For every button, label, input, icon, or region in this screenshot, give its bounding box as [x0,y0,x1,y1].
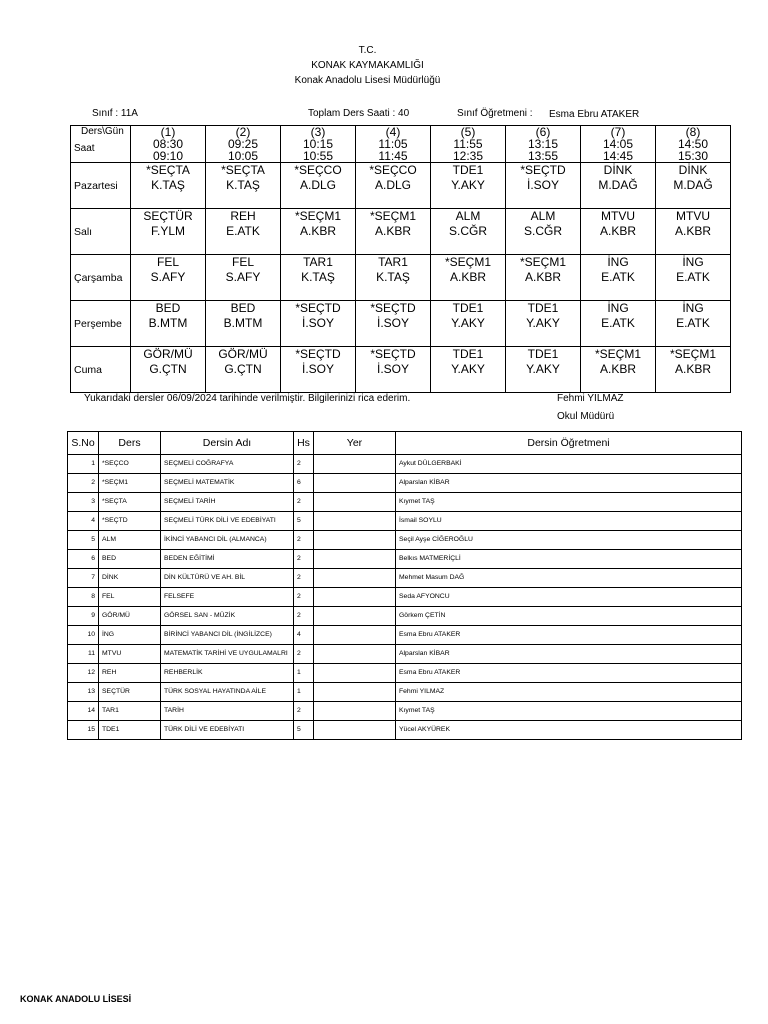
lesson-code: GÖR/MÜ [143,347,193,361]
course-row [68,645,742,664]
course-teacher: Seçil Ayşe CİĞEROĞLU [396,531,742,550]
lesson-cell [206,255,281,301]
day-row [71,347,731,393]
lesson-cell [506,163,581,209]
day-row [71,163,731,209]
corner-label: Ders\Gün [81,126,124,137]
course-hours: 2 [294,493,314,512]
lesson-teacher: A.KBR [299,224,336,238]
course-hours: 2 [294,607,314,626]
course-number: 15 [68,721,99,740]
period-start: 10:15 [302,137,334,151]
lesson-code: *SEÇM1 [444,255,491,269]
lesson-code: İNG [682,255,704,269]
lesson-teacher: İ.SOY [376,362,409,376]
course-row [68,607,742,626]
course-name: BİRİNCİ YABANCI DİL (İNGİLİZCE) [161,626,294,645]
lesson-teacher: K.TAŞ [151,178,185,192]
lesson-cell [656,163,731,209]
course-row [68,683,742,702]
lesson-teacher: A.KBR [599,224,636,238]
lesson-cell [656,301,731,347]
lesson-cell [356,301,431,347]
period-start: 11:05 [378,137,408,151]
course-name: SEÇMELİ TARİH [161,493,294,512]
course-room [314,721,396,740]
lesson-teacher: İ.SOY [301,316,334,330]
principal-title: Okul Müdürü [557,411,615,422]
lesson-cell [206,163,281,209]
lesson-teacher: F.YLM [150,224,185,238]
course-code: *SEÇM1 [99,474,161,493]
course-room [314,664,396,683]
lesson-code: BED [155,301,181,315]
lesson-code: *SEÇTD [520,163,566,177]
lesson-cell [656,209,731,255]
lesson-cell [356,209,431,255]
period-header [206,126,281,163]
course-room [314,626,396,645]
period-number: (1) [160,125,176,139]
lesson-code: MTVU [601,209,635,223]
course-name: FELSEFE [161,588,294,607]
course-code: DİNK [99,569,161,588]
header-tc: T.C. [358,45,377,56]
lesson-code: GÖR/MÜ [218,347,268,361]
lesson-cell [281,347,356,393]
lesson-teacher: E.ATK [601,316,635,330]
course-hours: 6 [294,474,314,493]
lesson-cell [581,255,656,301]
course-teacher: Seda AFYONCU [396,588,742,607]
day-name: Perşembe [71,301,131,347]
course-row [68,550,742,569]
course-room [314,531,396,550]
course-room [314,645,396,664]
col-hs-header: Hs [294,432,314,455]
lesson-cell [581,163,656,209]
period-header-row [71,126,731,163]
lesson-teacher: A.KBR [524,270,561,284]
course-name: SEÇMELİ COĞRAFYA [161,455,294,474]
lesson-teacher: A.KBR [374,224,411,238]
course-room [314,493,396,512]
course-teacher: İsmail SOYLU [396,512,742,531]
course-number: 10 [68,626,99,645]
lesson-code: ALM [455,209,481,223]
lesson-cell [131,301,206,347]
period-start: 14:05 [602,137,634,151]
lesson-code: *SEÇCO [369,163,417,177]
course-number: 1 [68,455,99,474]
period-end: 15:30 [677,149,709,163]
course-name: GÖRSEL SAN - MÜZİK [161,607,294,626]
course-row [68,474,742,493]
lesson-cell [356,163,431,209]
col-ogretmen-header: Dersin Öğretmeni [396,432,742,455]
course-hours: 5 [294,512,314,531]
lesson-teacher: A.DLG [374,178,411,192]
course-teacher: Esma Ebru ATAKER [396,664,742,683]
lesson-cell [131,209,206,255]
course-number: 2 [68,474,99,493]
period-end: 14:45 [602,149,634,163]
lesson-code: *SEÇTD [295,347,341,361]
course-teacher: Alparslan KİBAR [396,474,742,493]
col-ders-header: Ders [99,432,161,455]
lesson-cell [581,209,656,255]
course-row [68,626,742,645]
period-start: 14:50 [677,137,709,151]
lesson-code: FEL [231,255,254,269]
course-code: MTVU [99,645,161,664]
course-hours: 5 [294,721,314,740]
lesson-teacher: Y.AKY [451,316,485,330]
period-end: 13:55 [527,149,559,163]
day-row [71,255,731,301]
period-end: 09:10 [152,149,184,163]
lesson-code: *SEÇTD [370,301,416,315]
course-room [314,550,396,569]
period-end: 10:05 [227,149,259,163]
lesson-teacher: S.CĞR [523,224,562,238]
lesson-code: TDE1 [452,163,484,177]
lesson-cell [431,163,506,209]
course-number: 4 [68,512,99,531]
course-teacher: Kıymet TAŞ [396,702,742,721]
course-hours: 4 [294,626,314,645]
course-hours: 1 [294,683,314,702]
class-teacher-name: Esma Ebru ATAKER [549,109,640,120]
lesson-teacher: İ.SOY [376,316,409,330]
period-end: 10:55 [302,149,334,163]
lesson-cell [206,347,281,393]
course-row [68,531,742,550]
course-teacher: Esma Ebru ATAKER [396,626,742,645]
lesson-code: *SEÇTD [370,347,416,361]
lesson-code: DİNK [603,163,633,177]
day-name: Çarşamba [71,255,131,301]
period-number: (3) [310,125,326,139]
course-room [314,569,396,588]
course-teacher: Yücel AKYÜREK [396,721,742,740]
period-number: (8) [685,125,701,139]
lesson-code: *SEÇTD [295,301,341,315]
period-header [656,126,731,163]
course-number: 8 [68,588,99,607]
course-name: TÜRK SOSYAL HAYATINDA AİLE [161,683,294,702]
lesson-cell [131,163,206,209]
period-end: 11:45 [378,149,408,163]
course-row [68,455,742,474]
course-code: *SEÇCO [99,455,161,474]
lesson-cell [281,209,356,255]
principal-name: Fehmi YILMAZ [557,393,624,404]
course-hours: 2 [294,455,314,474]
lesson-cell [506,209,581,255]
lesson-cell [206,301,281,347]
period-number: (4) [385,125,401,139]
course-code: FEL [99,588,161,607]
lesson-code: FEL [156,255,179,269]
course-row [68,569,742,588]
period-header [506,126,581,163]
lesson-teacher: E.ATK [601,270,635,284]
course-teacher: Aykut DÜLGERBAKİ [396,455,742,474]
col-yer-header: Yer [314,432,396,455]
lesson-code: *SEÇM1 [594,347,641,361]
lesson-teacher: E.ATK [226,224,260,238]
course-code: *SEÇTD [99,512,161,531]
period-start: 08:30 [152,137,184,151]
period-header [431,126,506,163]
lesson-teacher: Y.AKY [526,316,560,330]
lesson-code: MTVU [676,209,710,223]
lesson-teacher: E.ATK [676,316,710,330]
lesson-teacher: E.ATK [676,270,710,284]
period-number: (5) [460,125,476,139]
course-row [68,588,742,607]
footer-school-name: KONAK ANADOLU LİSESİ [20,994,132,1004]
period-start: 09:25 [227,137,259,151]
lesson-cell [431,255,506,301]
lesson-code: *SEÇTA [221,163,265,177]
lesson-teacher: A.KBR [599,362,636,376]
course-list-table [67,431,742,740]
course-room [314,702,396,721]
course-name: İKİNCİ YABANCI DİL (ALMANCA) [161,531,294,550]
period-header [131,126,206,163]
lesson-teacher: A.KBR [674,224,711,238]
lesson-cell [131,347,206,393]
course-hours: 2 [294,569,314,588]
lesson-code: İNG [607,301,629,315]
period-start: 11:55 [453,137,483,151]
lesson-teacher: A.DLG [299,178,336,192]
lesson-cell [431,209,506,255]
period-header [581,126,656,163]
lesson-cell [656,255,731,301]
lesson-teacher: İ.SOY [301,362,334,376]
lesson-cell [506,255,581,301]
day-row [71,301,731,347]
lesson-code: *SEÇM1 [294,209,341,223]
course-row [68,493,742,512]
course-number: 14 [68,702,99,721]
lesson-teacher: B.MTM [223,316,263,330]
period-number: (7) [610,125,626,139]
lesson-code: TAR1 [378,255,408,269]
course-teacher: Görkem ÇETİN [396,607,742,626]
course-name: MATEMATİK TARİHİ VE UYGULAMALRI [161,645,294,664]
course-room [314,455,396,474]
course-room [314,474,396,493]
lesson-teacher: B.MTM [148,316,188,330]
lesson-teacher: İ.SOY [526,178,559,192]
lesson-cell [431,347,506,393]
class-label: Sınıf : 11A [92,108,138,119]
course-room [314,683,396,702]
course-hours: 2 [294,645,314,664]
period-header [356,126,431,163]
course-code: İNG [99,626,161,645]
lesson-teacher: S.CĞR [448,224,487,238]
lesson-code: TAR1 [303,255,333,269]
course-code: *SEÇTA [99,493,161,512]
course-room [314,512,396,531]
timetable [70,125,731,393]
lesson-cell [356,255,431,301]
lesson-code: *SEÇM1 [369,209,416,223]
lesson-code: DİNK [678,163,708,177]
lesson-teacher: Y.AKY [451,178,485,192]
lesson-cell [281,301,356,347]
period-start: 13:15 [527,137,559,151]
course-name: DİN KÜLTÜRÜ VE AH. BİL [161,569,294,588]
lesson-teacher: A.KBR [449,270,486,284]
course-row [68,702,742,721]
total-hours-label: Toplam Ders Saati : 40 [308,108,410,119]
day-name: Salı [71,209,131,255]
lesson-code: TDE1 [452,347,484,361]
course-code: TDE1 [99,721,161,740]
lesson-cell [131,255,206,301]
lesson-teacher: G.ÇTN [224,362,262,376]
lesson-teacher: S.AFY [225,270,261,284]
lesson-teacher: S.AFY [150,270,186,284]
course-code: ALM [99,531,161,550]
header-kaymakamlik: KONAK KAYMAKAMLIĞI [311,60,424,71]
lesson-code: *SEÇM1 [669,347,716,361]
lesson-cell [581,347,656,393]
schedule-note: Yukarıdaki dersler 06/09/2024 tarihinde verilmiştir. Bilgilerinizi rica ederim. [84,393,411,404]
course-name: BEDEN EĞİTİMİ [161,550,294,569]
day-row [71,209,731,255]
corner-cell [71,126,131,163]
lesson-teacher: K.TAŞ [376,270,410,284]
period-number: (2) [235,125,251,139]
course-name: REHBERLİK [161,664,294,683]
header-school: Konak Anadolu Lisesi Müdürlüğü [294,75,441,86]
lesson-cell [206,209,281,255]
lesson-cell [281,255,356,301]
course-number: 11 [68,645,99,664]
lesson-code: İNG [682,301,704,315]
lesson-cell [356,347,431,393]
lesson-code: TDE1 [452,301,484,315]
course-hours: 2 [294,702,314,721]
course-name: TÜRK DİLİ VE EDEBİYATI [161,721,294,740]
lesson-teacher: Y.AKY [451,362,485,376]
lesson-code: BED [230,301,256,315]
lesson-code: *SEÇCO [294,163,342,177]
course-hours: 2 [294,550,314,569]
lesson-cell [281,163,356,209]
lesson-code: TDE1 [527,347,559,361]
day-name: Cuma [71,347,131,393]
lesson-teacher: Y.AKY [526,362,560,376]
lesson-code: TDE1 [527,301,559,315]
lesson-teacher: K.TAŞ [301,270,335,284]
lesson-cell [506,347,581,393]
period-end: 12:35 [452,149,484,163]
period-header [281,126,356,163]
course-code: REH [99,664,161,683]
course-teacher: Alparslan KİBAR [396,645,742,664]
col-sno-header: S.No [68,432,99,455]
course-number: 5 [68,531,99,550]
class-teacher-label: Sınıf Öğretmeni : [457,108,533,119]
period-number: (6) [535,125,551,139]
course-teacher: Fehmi YILMAZ [396,683,742,702]
course-row [68,664,742,683]
course-teacher: Kıymet TAŞ [396,493,742,512]
course-teacher: Mehmet Masum DAĞ [396,569,742,588]
course-number: 13 [68,683,99,702]
lesson-teacher: G.ÇTN [149,362,187,376]
course-hours: 2 [294,588,314,607]
lesson-teacher: M.DAĞ [673,178,713,192]
course-row [68,512,742,531]
saat-label: Saat [74,143,95,154]
lesson-cell [506,301,581,347]
lesson-teacher: A.KBR [674,362,711,376]
lesson-teacher: M.DAĞ [598,178,638,192]
course-name: TARİH [161,702,294,721]
course-name: SEÇMELİ TÜRK DİLİ VE EDEBİYATI [161,512,294,531]
course-number: 3 [68,493,99,512]
course-code: SEÇTÜR [99,683,161,702]
course-number: 12 [68,664,99,683]
course-room [314,588,396,607]
course-teacher: Belkıs MATMERİÇLİ [396,550,742,569]
lesson-teacher: K.TAŞ [226,178,260,192]
course-number: 6 [68,550,99,569]
lesson-cell [581,301,656,347]
course-code: GÖR/MÜ [99,607,161,626]
lesson-code: REH [230,209,256,223]
lesson-cell [431,301,506,347]
course-hours: 2 [294,531,314,550]
lesson-code: SEÇTÜR [143,209,193,223]
course-row [68,721,742,740]
course-code: TAR1 [99,702,161,721]
course-code: BED [99,550,161,569]
lesson-cell [656,347,731,393]
lesson-code: İNG [607,255,629,269]
lesson-code: ALM [530,209,556,223]
lesson-code: *SEÇTA [146,163,190,177]
course-number: 9 [68,607,99,626]
course-number: 7 [68,569,99,588]
lesson-code: *SEÇM1 [519,255,566,269]
course-name: SEÇMELİ MATEMATİK [161,474,294,493]
day-name: Pazartesi [71,163,131,209]
col-dersin-adi-header: Dersin Adı [161,432,294,455]
course-hours: 1 [294,664,314,683]
course-room [314,607,396,626]
